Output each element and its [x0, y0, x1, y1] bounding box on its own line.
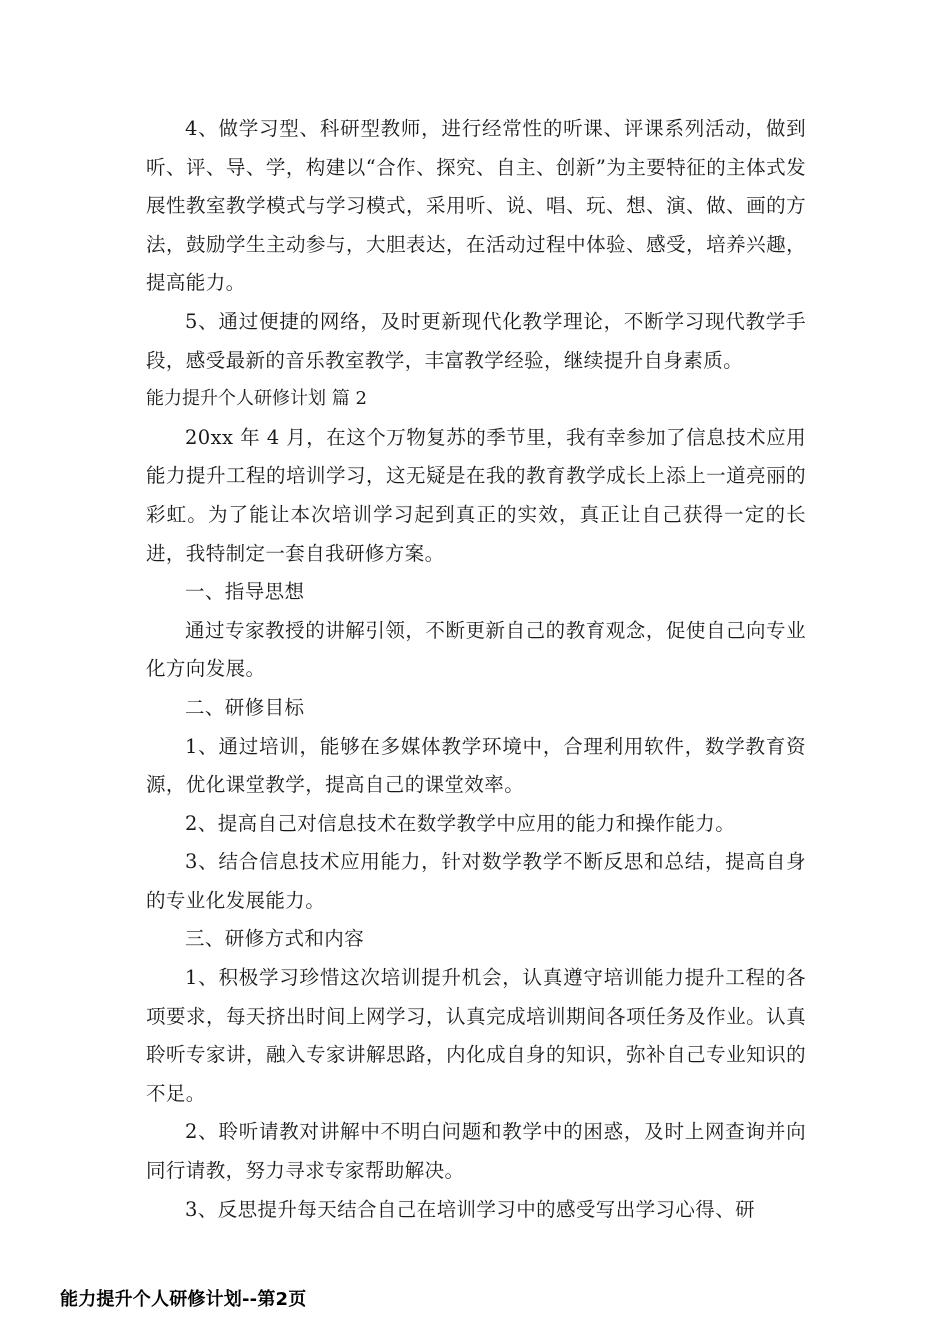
part1-title: 一、指导思想 — [185, 580, 305, 604]
paragraph-item-4: 4、做学习型、科研型教师，进行经常性的听课、评课系列活动，做到听、评、导、学，构建以“合作、探究、自主、创新”为主要特征的主体式发展性教室教学模式与学习模式，采用听、说、唱、玩、想、演、做、画的方法，鼓励学生主动参与，大胆表达，在活动过程中体验、感受，培养兴趣，提高能力。 — [146, 117, 806, 295]
part3-item: 3、反思提升每天结合自己在培训学习中的感受写出学习心得、研 — [185, 1197, 756, 1221]
part3-title: 三、研修方式和内容 — [185, 927, 365, 951]
paragraph-item-5: 5、通过便捷的网络，及时更新现代化教学理论，不断学习现代教学手段，感受最新的音乐教室教学，丰富教学经验，继续提升自身素质。 — [146, 309, 806, 372]
document-body — [146, 110, 806, 1229]
part3-item: 1、积极学习珍惜这次培训提升机会，认真遵守培训能力提升工程的各项要求，每天挤出时间上网学习，认真完成培训期间各项任务及作业。认真聆听专家讲，融入专家讲解思路，内化成自身的知识，弥补自己专业知识的不足。 — [146, 966, 806, 1105]
part1-text: 通过专家教授的讲解引领，不断更新自己的教育观念，促使自己向专业化方向发展。 — [146, 618, 806, 681]
part2-item: 1、通过培训，能够在多媒体教学环境中，合理利用软件，数学教育资源，优化课堂教学，提高自己的课堂效率。 — [146, 734, 806, 797]
part2-item: 3、结合信息技术应用能力，针对数学教学不断反思和总结，提高自身的专业化发展能力。 — [146, 850, 806, 912]
part2-title: 二、研修目标 — [185, 695, 305, 719]
section-title: 能力提升个人研修计划 篇 2 — [146, 388, 367, 410]
part2-item: 2、提高自己对信息技术在数学教学中应用的能力和操作能力。 — [185, 811, 736, 835]
intro-paragraph: 20xx 年 4 月，在这个万物复苏的季节里，我有幸参加了信息技术应用能力提升工程的培训学习，这无疑是在我的教育教学成长上添上一道亮丽的彩虹。为了能让本次培训学习起到真正的实效，真正让自己获得一定的长进，我特制定一套自我研修方案。 — [146, 425, 806, 565]
part3-item: 2、聆听请教对讲解中不明白问题和教学中的困惑，及时上网查询并向同行请教，努力寻求专家帮助解决。 — [146, 1120, 806, 1183]
page-footer: 能力提升个人研修计划--第2页 — [60, 1289, 307, 1310]
